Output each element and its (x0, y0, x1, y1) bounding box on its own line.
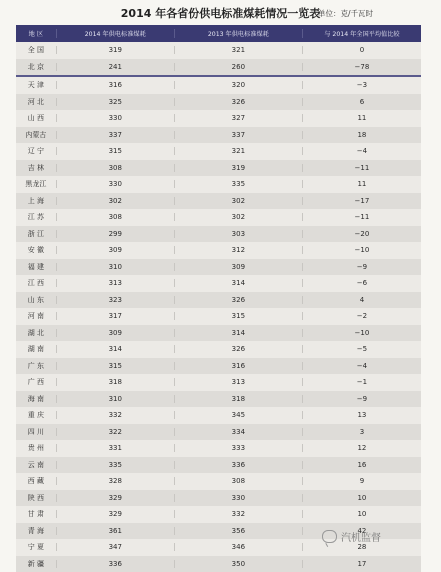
value-2014-cell: 309 (56, 329, 174, 337)
value-2013-cell: 313 (174, 378, 302, 386)
table-row (16, 259, 421, 276)
region-cell: 江 西 (16, 278, 56, 288)
column-header-region: 地 区 (16, 29, 57, 38)
value-2013-cell: 321 (174, 46, 302, 54)
value-2013-cell: 315 (174, 312, 302, 320)
table-row (16, 490, 421, 507)
value-2013-cell: 302 (174, 197, 302, 205)
value-2013-cell: 345 (174, 411, 302, 419)
table-row (16, 341, 421, 358)
diff-cell: −10 (302, 246, 421, 254)
value-2014-cell: 330 (56, 114, 174, 122)
region-cell: 浙 江 (16, 229, 56, 239)
value-2014-cell: 361 (56, 527, 174, 535)
value-2013-cell: 312 (174, 246, 302, 254)
region-cell: 北 京 (16, 62, 56, 72)
value-2013-cell: 320 (174, 81, 302, 89)
diff-cell: −20 (302, 230, 421, 238)
value-2013-cell: 332 (174, 510, 302, 518)
value-2013-cell: 326 (174, 98, 302, 106)
region-cell: 广 西 (16, 377, 56, 387)
table-row (16, 308, 421, 325)
diff-cell: −4 (302, 147, 421, 155)
value-2013-cell: 326 (174, 345, 302, 353)
table-row (16, 292, 421, 309)
diff-cell: −1 (302, 378, 421, 386)
value-2014-cell: 241 (56, 63, 174, 71)
value-2014-cell: 335 (56, 461, 174, 469)
value-2013-cell: 260 (174, 63, 302, 71)
value-2014-cell: 310 (56, 263, 174, 271)
column-header-diff: 与 2014 年全国平均值比较 (303, 29, 421, 38)
table-row (16, 94, 421, 111)
value-2014-cell: 309 (56, 246, 174, 254)
table-row (16, 242, 421, 259)
value-2013-cell: 333 (174, 444, 302, 452)
diff-cell: 10 (302, 510, 421, 518)
region-cell: 甘 肃 (16, 509, 56, 519)
region-cell: 四 川 (16, 427, 56, 437)
region-cell: 宁 夏 (16, 542, 56, 552)
value-2014-cell: 332 (56, 411, 174, 419)
value-2013-cell: 356 (174, 527, 302, 535)
value-2014-cell: 322 (56, 428, 174, 436)
value-2013-cell: 321 (174, 147, 302, 155)
value-2013-cell: 303 (174, 230, 302, 238)
diff-cell: 0 (302, 46, 421, 54)
value-2014-cell: 315 (56, 362, 174, 370)
value-2014-cell: 323 (56, 296, 174, 304)
table-row (16, 556, 421, 572)
diff-cell: 18 (302, 131, 421, 139)
table-row (16, 193, 421, 210)
value-2013-cell: 350 (174, 560, 302, 568)
value-2013-cell: 330 (174, 494, 302, 502)
value-2014-cell: 314 (56, 345, 174, 353)
value-2014-cell: 315 (56, 147, 174, 155)
table-row (16, 127, 421, 144)
diff-cell: −6 (302, 279, 421, 287)
region-cell: 吉 林 (16, 163, 56, 173)
table-row (16, 110, 421, 127)
diff-cell: 42 (302, 527, 421, 535)
region-cell: 山 东 (16, 295, 56, 305)
value-2014-cell: 329 (56, 494, 174, 502)
table-row (16, 160, 421, 177)
value-2014-cell: 317 (56, 312, 174, 320)
watermark (322, 529, 381, 544)
region-cell: 江 苏 (16, 212, 56, 222)
value-2013-cell: 337 (174, 131, 302, 139)
value-2013-cell: 346 (174, 543, 302, 551)
value-2014-cell: 325 (56, 98, 174, 106)
value-2014-cell: 337 (56, 131, 174, 139)
region-cell: 新 疆 (16, 559, 56, 569)
column-header-2014: 2014 年供电标准煤耗 (57, 29, 175, 38)
value-2013-cell: 302 (174, 213, 302, 221)
diff-cell: 11 (302, 114, 421, 122)
diff-cell: 3 (302, 428, 421, 436)
diff-cell: 10 (302, 494, 421, 502)
value-2014-cell: 347 (56, 543, 174, 551)
region-cell: 上 海 (16, 196, 56, 206)
region-cell: 海 南 (16, 394, 56, 404)
diff-cell: −3 (302, 81, 421, 89)
value-2013-cell: 308 (174, 477, 302, 485)
value-2014-cell: 329 (56, 510, 174, 518)
region-cell: 贵 州 (16, 443, 56, 453)
table-row (16, 143, 421, 160)
value-2013-cell: 335 (174, 180, 302, 188)
diff-cell: −17 (302, 197, 421, 205)
region-cell: 河 南 (16, 311, 56, 321)
watermark-text: 汽机监督 (341, 529, 381, 544)
wechat-icon (322, 530, 337, 543)
diff-cell: 9 (302, 477, 421, 485)
diff-cell: −78 (302, 63, 421, 71)
table-row (16, 506, 421, 523)
table-row (16, 374, 421, 391)
region-cell: 福 建 (16, 262, 56, 272)
value-2014-cell: 302 (56, 197, 174, 205)
region-cell: 黑龙江 (16, 179, 56, 189)
value-2014-cell: 319 (56, 46, 174, 54)
region-cell: 山 西 (16, 113, 56, 123)
region-cell: 广 东 (16, 361, 56, 371)
region-cell: 青 海 (16, 526, 56, 536)
table-row (16, 59, 421, 76)
value-2013-cell: 326 (174, 296, 302, 304)
value-2014-cell: 330 (56, 180, 174, 188)
diff-cell: −9 (302, 395, 421, 403)
diff-cell: 6 (302, 98, 421, 106)
value-2014-cell: 336 (56, 560, 174, 568)
column-header-2013: 2013 年供电标准煤耗 (175, 29, 303, 38)
diff-cell: −11 (302, 213, 421, 221)
table-header (16, 25, 421, 42)
value-2014-cell: 328 (56, 477, 174, 485)
table-row (16, 325, 421, 342)
coal-consumption-table (16, 25, 421, 572)
value-2013-cell: 309 (174, 263, 302, 271)
table-row (16, 457, 421, 474)
table-row (16, 77, 421, 94)
region-cell: 湖 北 (16, 328, 56, 338)
table-row (16, 407, 421, 424)
table-row (16, 473, 421, 490)
region-cell: 辽 宁 (16, 146, 56, 156)
value-2013-cell: 334 (174, 428, 302, 436)
value-2014-cell: 299 (56, 230, 174, 238)
diff-cell: −5 (302, 345, 421, 353)
value-2013-cell: 316 (174, 362, 302, 370)
value-2014-cell: 331 (56, 444, 174, 452)
value-2014-cell: 318 (56, 378, 174, 386)
diff-cell: −4 (302, 362, 421, 370)
region-cell: 河 北 (16, 97, 56, 107)
table-row (16, 42, 421, 59)
region-cell: 重 庆 (16, 410, 56, 420)
region-cell: 内蒙古 (16, 130, 56, 140)
diff-cell: −10 (302, 329, 421, 337)
unit-label: 单位：克/千瓦时 (318, 8, 373, 19)
region-cell: 天 津 (16, 80, 56, 90)
table-row (16, 358, 421, 375)
value-2013-cell: 314 (174, 279, 302, 287)
region-cell: 西 藏 (16, 476, 56, 486)
diff-cell: 16 (302, 461, 421, 469)
table-body (16, 42, 421, 572)
page-title: 2014 年各省份供电标准煤耗情况一览表 (0, 5, 441, 21)
diff-cell: 11 (302, 180, 421, 188)
value-2014-cell: 310 (56, 395, 174, 403)
diff-cell: −9 (302, 263, 421, 271)
value-2014-cell: 308 (56, 213, 174, 221)
table-row (16, 275, 421, 292)
diff-cell: 12 (302, 444, 421, 452)
table-row (16, 424, 421, 441)
value-2014-cell: 313 (56, 279, 174, 287)
region-cell: 湖 南 (16, 344, 56, 354)
diff-cell: 17 (302, 560, 421, 568)
value-2013-cell: 336 (174, 461, 302, 469)
value-2013-cell: 319 (174, 164, 302, 172)
diff-cell: 4 (302, 296, 421, 304)
value-2014-cell: 308 (56, 164, 174, 172)
table-row (16, 440, 421, 457)
table-row (16, 176, 421, 193)
region-cell: 云 南 (16, 460, 56, 470)
diff-cell: 13 (302, 411, 421, 419)
region-cell: 安 徽 (16, 245, 56, 255)
table-row (16, 226, 421, 243)
diff-cell: 28 (302, 543, 421, 551)
region-cell: 全 国 (16, 45, 56, 55)
value-2013-cell: 314 (174, 329, 302, 337)
table-row (16, 391, 421, 408)
region-cell: 陕 西 (16, 493, 56, 503)
diff-cell: −11 (302, 164, 421, 172)
diff-cell: −2 (302, 312, 421, 320)
value-2014-cell: 316 (56, 81, 174, 89)
value-2013-cell: 318 (174, 395, 302, 403)
table-row (16, 209, 421, 226)
value-2013-cell: 327 (174, 114, 302, 122)
